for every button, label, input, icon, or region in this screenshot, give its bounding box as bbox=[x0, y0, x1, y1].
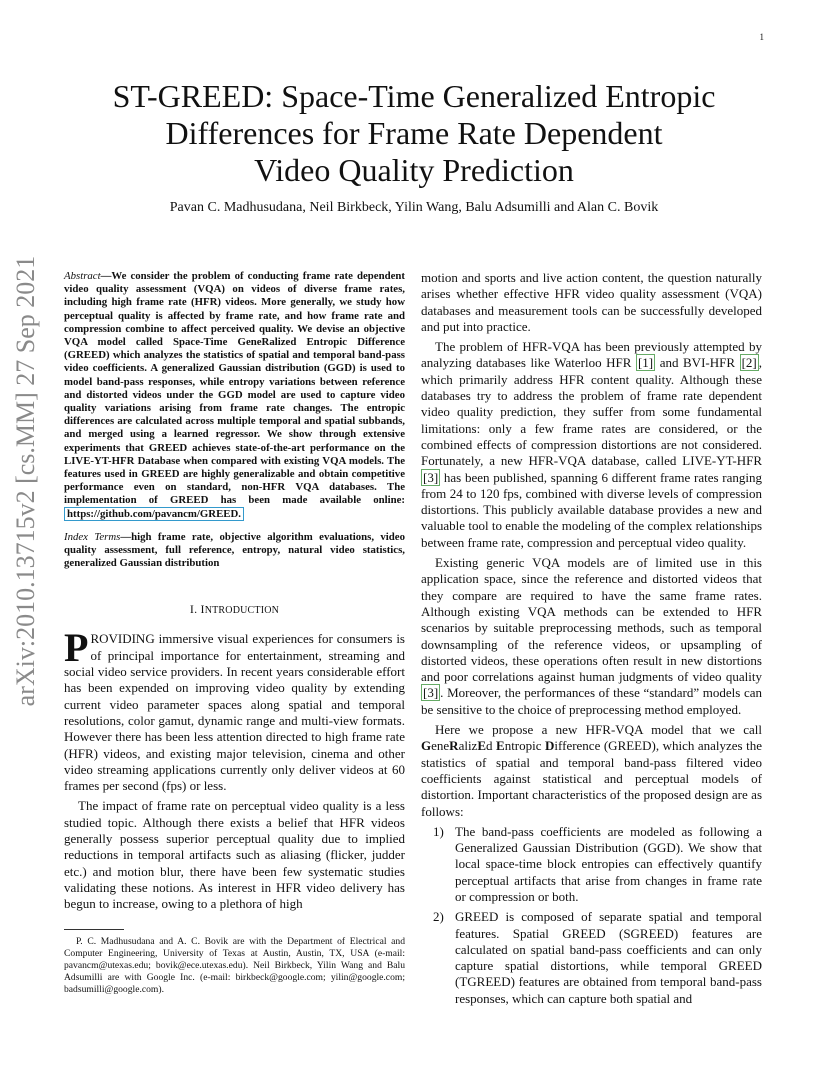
footnote-divider bbox=[64, 929, 124, 930]
abstract bbox=[64, 270, 405, 521]
intro-paragraph-2: The impact of frame rate on perceptual video quality is a less studied topic. Although there exists a belief that HFR videos generally possess superior perceptual quality due to implied reductions in temporal artifacts such as aliasing (flicker, judder etc.) and motion blur, there have been few systematic studies validating these notions. As interest in HFR video delivery has begun to increase, owing to a plethora of high bbox=[64, 798, 405, 912]
right-paragraph-4: Here we propose a new HFR-VQA model that we call GeneRalizEd Entropic Difference (GREED), which analyzes the statistics of spatial and temporal band-pass filtered video coefficients against statistical and perceptual models of distortion. Important characteristics of the proposed design are as follows: bbox=[421, 722, 763, 819]
arxiv-identifier-stamp: arXiv:2010.13715v2 [cs.MM] 27 Sep 2021 bbox=[11, 255, 40, 707]
author-list: Pavan C. Madhusudana, Neil Birkbeck, Yilin Wang, Balu Adsumilli and Alan C. Bovik bbox=[169, 200, 659, 215]
right-paragraph-3: Existing generic VQA models are of limited use in this application space, since the reference and distorted videos that they compare are required to have the same frame rates. Although existing VQA methods can be extended to HFR scenarios by suitable preprocessing methods, such as temporal downsampling of the reference videos, or upsampling of distorted videos, these operations often result in new distortions and poor correlations against human judgments of video quality [3] . Moreover, the performances of these “standard” models can be sensitive to the choice of preprocessing method employed. bbox=[421, 555, 762, 717]
title-line-3: Video Quality Prediction bbox=[254, 152, 574, 188]
citation-3b[interactable]: [3] bbox=[423, 685, 439, 701]
right-paragraph-1: motion and sports and live action content, the question naturally arises whether effective HFR video quality assessment (VQA) databases and measurement tools can be successfully developed and put into practice. bbox=[421, 270, 762, 334]
characteristics-list bbox=[421, 824, 762, 1007]
github-link[interactable]: https://github.com/pavancm/GREED. bbox=[64, 507, 244, 521]
drop-cap: P bbox=[64, 625, 89, 671]
title-line-1: ST-GREED: Space-Time Generalized Entropic bbox=[112, 78, 716, 114]
right-paragraph-2: The problem of HFR-VQA has been previously attempted by analyzing databases like Waterloo HFR [1] and BVI-HFR [2] , which primarily address HFR content quality. Although these databases try to address the problem of frame rate dependent video quality prediction, they suffer from some fundamental limitations: only a few frame rates are considered, or the combined effects of compression distortions are not considered. Fortunately, a new HFR-VQA database, called LIVE-YT-HFR [3] has been published, spanning 6 different frame rates ranging from 24 to 120 fps, combined with diverse levels of compression distortions. This publicly available database provides a new and valuable tool to enable the modeling of the complex relationships between frame rate, compression and perceptual video quality. bbox=[421, 339, 762, 550]
abstract-label: Abstract bbox=[64, 270, 101, 282]
index-terms bbox=[64, 531, 405, 571]
section-heading-introduction: I. INTRODUCTION bbox=[189, 602, 280, 617]
paper-title bbox=[60, 78, 768, 189]
index-terms-body: —high frame rate, objective algorithm evaluations, video quality assessment, full reference, entropy, natural video statistics, generalized Gaussian distribution bbox=[64, 530, 405, 570]
index-terms-label: Index Terms bbox=[64, 530, 121, 543]
right-column bbox=[421, 270, 762, 1011]
citation-1[interactable]: [1] bbox=[637, 355, 654, 371]
page-number: 1 bbox=[759, 32, 764, 42]
citation-3[interactable]: [3] bbox=[423, 469, 439, 485]
title-line-2: Differences for Frame Rate Dependent bbox=[165, 115, 663, 151]
left-column bbox=[64, 270, 405, 996]
abstract-body: —We consider the problem of conducting frame rate dependent video quality assessment (VQA) on videos of diverse frame rates, including high frame rate (HFR) videos. More generally, we study how perceptual quality is affected by frame rate, and how frame rate and compression combine to affect perceived quality. We devise an objective VQA model called Space-Time GeneRalized Entropic Difference (GREED) which analyzes the statistics of spatial and temporal band-pass video coefficients. A generalized Gaussian distribution (GGD) is used to model band-pass responses, while entropy variations between reference and distorted videos under the GGD model are used to capture video quality variations arising from frame rate changes. The entropic differences are calculated across multiple temporal and spatial subbands, and merged using a learned regressor. We show through extensive experiments that GREED achieves state-of-the-art performance on the LIVE-YT-HFR Database when compared with existing VQA models. The features used in GREED are highly generalizable and obtain competitive performance even on standard, non-HFR VQA databases. The implementation of GREED has been made available online: bbox=[64, 270, 405, 507]
author-affiliation-footnote: P. C. Madhusudana and A. C. Bovik are with the Department of Electrical and Computer Engineering, University of Texas at Austin, Austin, TX, USA (e-mail: pavancm@utexas.edu; bovik@ece.utexas.edu). Neil Birkbeck, Yilin Wang and Balu Adsumilli are with Google Inc. (e-mail: birkbeck@google.com; yilin@google.com; badsumilli@google.com). bbox=[64, 935, 405, 995]
list-item: 1) The band-pass coefficients are modeled as following a Generalized Gaussian Distribution (GGD). We show that local space-time block entropies can effectively quantify perceptual artifacts that arise from changes in frame rate or compression or both. bbox=[433, 823, 762, 904]
intro-paragraph-1: PROVIDING immersive visual experiences for consumers is of principal importance for entertainment, streaming and social video service providers. In recent years considerable effort has been expended on improving video quality by extending current video parameter spaces along spatial and temporal resolutions, color gamut, dynamic range and multi-view formats. However there has been less attention directed to high frame rate (HFR) videos, and existing major television, cinema and other video streaming applications currently only deliver videos at 60 frames per second (fps) or less. bbox=[64, 625, 405, 794]
list-item: 2) GREED is composed of separate spatial and temporal features. Spatial GREED (SGREED) features are calculated on spatial band-pass coefficients and can only capture spatial distortions, while temporal GREED (TGREED) features are obtained from temporal band-pass responses, which can capture both spatial and bbox=[433, 909, 762, 1006]
citation-2[interactable]: [2] bbox=[741, 355, 757, 371]
